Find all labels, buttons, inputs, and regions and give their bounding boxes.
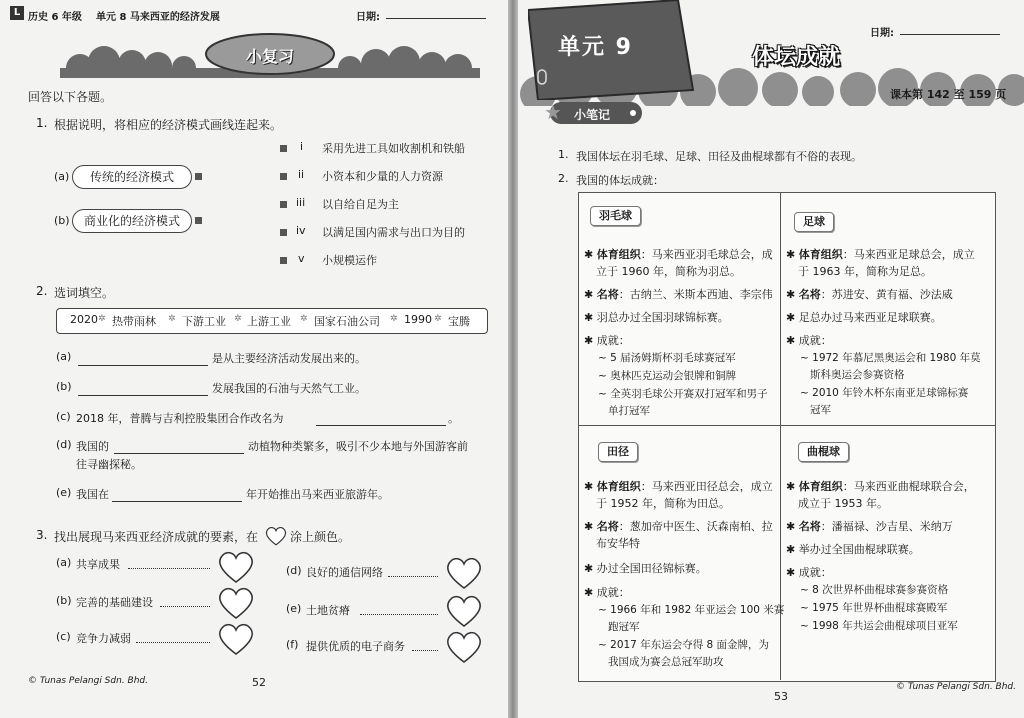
hockey-ach-3: ~ 1998 年共运会曲棍球项目亚军 [800,620,958,632]
q1-text: 根据说明，将相应的经济模式画线连起来。 [54,118,283,132]
q1-option-b-dot[interactable] [195,217,202,224]
word-6: 1990 [404,313,432,326]
date-label: 日期: [356,12,380,23]
hockey-event: ✱ 举办过全国曲棍球联赛。 [786,543,920,556]
badminton-ach-3: ~ 全英羽毛球公开赛双打冠军和男子 [598,388,768,400]
sport-tag-badminton: 羽毛球 [590,206,641,226]
q1-number: 1. [36,116,48,130]
badminton-stars: ✱ 名将：古纳兰、米斯本西迪、李宗伟 [584,288,773,301]
statement-iv-num: iv [296,224,306,237]
statement-ii-text: 小资本和少量的人力资源 [322,170,443,183]
football-org-2: 于 1963 年，简称为足总。 [798,265,932,278]
badminton-event: ✱ 羽总办过全国羽球锦标赛。 [584,311,729,324]
page-number: 52 [252,676,266,689]
q3f-tag: (f) [286,638,299,651]
q3b-tag: (b) [56,594,72,607]
football-ach-1: ~ 1972 年慕尼黑奥运会和 1980 年莫 [800,352,981,364]
sun-icon: ✲ [168,314,176,324]
publisher-logo: L [10,6,24,20]
q3-number: 3. [36,528,48,542]
statement-iv-text: 以满足国内需求与出口为目的 [322,226,465,239]
football-ach-3: ~ 2010 年铃木杯东南亚足球锦标赛 [800,387,969,399]
q2e-text: 年开始推出马来西亚旅游年。 [246,488,389,501]
football-ach-label: ✱ 成就： [786,334,832,347]
q2c-tag: (c) [56,410,71,423]
q2b-tag: (b) [56,380,72,393]
dot-icon [630,110,636,116]
athletics-stars-2: 布安华特 [596,537,640,550]
hockey-org: ✱ 体育组织：马来西亚曲棍球联合会， [786,480,975,493]
athletics-ach-label: ✱ 成就： [584,586,630,599]
unit-label: 单元 9 [558,35,633,60]
textbook-pages: 课本第 142 至 159 页 [890,88,1007,101]
q3-text-end: 涂上颜色。 [290,530,351,544]
footer-publisher: © Tunas Pelangi Sdn. Bhd. [896,682,1016,692]
heart-icon[interactable] [444,556,484,590]
q1-option-a-tag: (a) [54,170,70,183]
q3a-text: 共享成果 [76,558,120,571]
q1-option-b: 商业化的经济模式 [72,209,192,233]
q2e-blank[interactable] [112,487,242,502]
statement-iii-dot[interactable] [280,201,287,208]
badminton-ach-4: 单打冠军 [598,405,651,417]
q2-text: 选词填空。 [54,286,115,300]
athletics-stars: ✱ 名将：葱加帝中医生、沃森南柏、拉 [584,520,773,533]
p1-text: 我国体坛在羽毛球、足球、田径及曲棍球都有不俗的表现。 [576,150,862,163]
leader-dots [412,638,438,651]
football-stars: ✱ 名将：苏进安、黄有福、沙法威 [786,288,953,301]
football-ach-2: 斯科奥运会参赛资格 [800,369,905,381]
date-line[interactable] [386,18,486,19]
athletics-ach-1: ~ 1966 年和 1982 年亚运会 100 米赛 [598,604,785,616]
q2a-blank[interactable] [78,351,208,366]
sun-icon: ✲ [434,314,442,324]
word-5: 国家石油公司 [314,315,380,328]
q3a-tag: (a) [56,556,72,569]
sun-icon: ✲ [98,314,106,324]
q3b-text: 完善的基础建设 [76,596,153,609]
leader-dots [128,556,210,569]
word-1: 2020 [70,313,98,326]
statement-v-text: 小规模运作 [322,254,377,267]
leader-dots [360,602,438,615]
grid-divider-h [578,425,995,426]
statement-i-num: i [300,140,304,153]
q2d-pre: 我国的 [76,440,109,453]
sport-tag-hockey: 曲棍球 [798,442,849,462]
heart-icon[interactable] [444,594,484,628]
heart-icon[interactable] [216,550,256,584]
sun-icon: ✲ [390,314,398,324]
unit-title: 体坛成就 [752,45,841,70]
badminton-ach-1: ~ 5 届汤姆斯杯羽毛球赛冠军 [598,352,736,364]
q2c-blank[interactable] [316,411,446,426]
p2-text: 我国的体坛成就： [576,174,664,187]
statement-iii-text: 以自给自足为主 [322,198,399,211]
star-icon: ★ [544,100,562,124]
date-label: 日期: [870,28,894,39]
q2d-text-2: 往寻幽探秘。 [76,458,142,471]
q2b-text: 发展我国的石油与天然气工业。 [212,382,366,395]
q3f-text: 提供优质的电子商务 [306,640,405,653]
football-org: ✱ 体育组织：马来西亚足球总会，成立 [786,248,975,261]
q3c-tag: (c) [56,630,71,643]
header-book: 历史 6 年级 [28,12,82,23]
q2d-blank[interactable] [114,439,244,454]
word-7: 宝腾 [448,315,470,328]
statement-i-text: 采用先进工具如收割机和铁船 [322,142,465,155]
sun-icon: ✲ [300,314,308,324]
q3e-text: 土地贫瘠 [306,604,350,617]
heart-icon[interactable] [216,586,256,620]
sport-tag-football: 足球 [794,212,834,232]
athletics-ach-4: 我国成为赛会总冠军助攻 [598,656,724,668]
page-number: 53 [774,690,788,703]
hockey-ach-2: ~ 1975 年世界杯曲棍球赛殿军 [800,602,948,614]
hockey-ach-1: ~ 8 次世界杯曲棍球赛参赛资格 [800,584,949,596]
statement-ii-num: ii [298,168,305,181]
badminton-ach-2: ~ 奥林匹克运动会银牌和铜牌 [598,370,737,382]
q3d-tag: (d) [286,564,302,577]
q2c-end: 。 [448,412,459,425]
statement-iv-dot[interactable] [280,229,287,236]
instructions: 回答以下各题。 [28,90,113,104]
word-3: 下游工业 [182,315,226,328]
q3e-tag: (e) [286,602,302,615]
p1-number: 1. [558,148,569,161]
badminton-org-2: 立于 1960 年，简称为羽总。 [596,265,741,278]
sport-tag-athletics: 田径 [598,442,638,462]
p2-number: 2. [558,172,569,185]
leader-dots [136,630,210,643]
leader-dots [388,564,438,577]
q2b-blank[interactable] [78,381,208,396]
badminton-ach-label: ✱ 成就： [584,334,630,347]
statement-ii-dot[interactable] [280,173,287,180]
q3c-text: 竞争力减弱 [76,632,131,645]
hockey-ach-label: ✱ 成就： [786,566,832,579]
athletics-ach-2: 跑冠军 [598,621,640,633]
hockey-org-2: 成立于 1953 年。 [798,497,888,510]
q2e-pre: 我国在 [76,488,109,501]
page-right [518,0,1024,718]
q2a-tag: (a) [56,350,72,363]
q2c-text: 2018 年，普腾与吉利控股集团合作改名为 [76,412,284,425]
notes-label: 小笔记 [574,108,611,122]
footer-publisher: © Tunas Pelangi Sdn. Bhd. [28,676,148,686]
hockey-stars: ✱ 名将：潘福禄、沙吉星、米纳万 [786,520,953,533]
statement-iii-num: iii [296,196,306,209]
statement-v-dot[interactable] [280,257,287,264]
athletics-org: ✱ 体育组织：马来西亚田径总会，成立 [584,480,773,493]
heart-icon [264,526,288,546]
heart-icon[interactable] [444,630,484,664]
paperclip-icon [536,68,548,86]
word-2: 热带雨林 [112,315,156,328]
q2d-tag: (d) [56,438,72,451]
book-gutter [508,0,518,718]
q1-option-a-dot[interactable] [195,173,202,180]
football-event: ✱ 足总办过马来西亚足球联赛。 [786,311,942,324]
athletics-event: ✱ 办过全国田径锦标赛。 [584,562,707,575]
leader-dots [160,594,210,607]
word-4: 上游工业 [247,315,291,328]
q3d-text: 良好的通信网络 [306,566,383,579]
q2a-text: 是从主要经济活动发展出来的。 [212,352,366,365]
statement-i-dot[interactable] [280,145,287,152]
athletics-org-2: 于 1952 年，简称为田总。 [596,497,730,510]
q1-option-b-tag: (b) [54,214,70,227]
football-ach-4: 冠军 [800,404,832,416]
date-line[interactable] [900,34,1000,35]
heart-icon[interactable] [216,622,256,656]
q2-number: 2. [36,284,48,298]
statement-v-num: v [298,252,305,265]
page-left [0,0,508,718]
q3-text: 找出展现马来西亚经济成就的要素，在 [54,530,259,544]
athletics-ach-3: ~ 2017 年东运会夺得 8 面金牌，为 [598,639,770,651]
header-unit: 单元 8 马来西亚的经济发展 [96,12,220,23]
q2e-tag: (e) [56,486,72,499]
badminton-org: ✱ 体育组织：马来西亚羽毛球总会，成 [584,248,773,261]
review-banner-title: 小复习 [245,47,294,66]
sun-icon: ✲ [234,314,242,324]
q1-option-a: 传统的经济模式 [72,165,192,189]
q2d-text: 动植物种类繁多，吸引不少本地与外国游客前 [248,440,468,453]
